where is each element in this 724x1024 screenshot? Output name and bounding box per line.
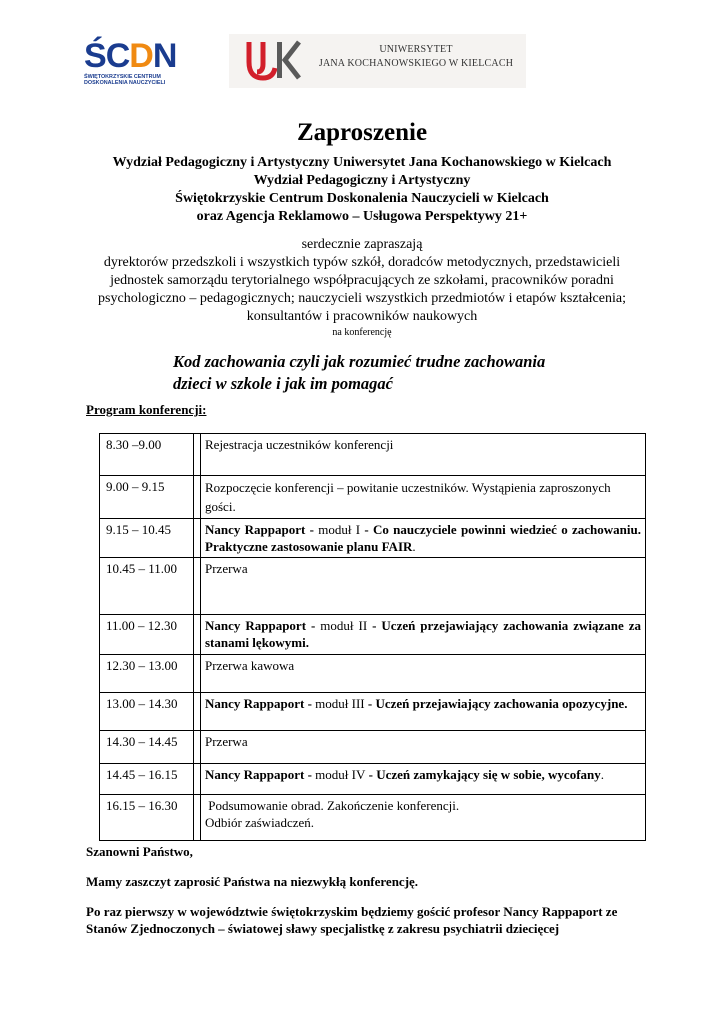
invitation-line: konsultantów i pracowników naukowych (246, 309, 478, 324)
spacer-cell (194, 795, 201, 841)
program-time: 9.15 – 10.45 (100, 519, 194, 558)
table-row (100, 693, 646, 731)
spacer-cell (194, 764, 201, 795)
closing-salutation: Szanowni Państwo, (86, 844, 193, 859)
organizer-line: Wydział Pedagogiczny i Artystyczny Uniwersytet Jana Kochanowskiego w Kielcach (112, 155, 612, 170)
table-row (100, 434, 646, 476)
program-description: Podsumowanie obrad. Zakończenie konferencji. Odbiór zaświadczeń. (201, 795, 646, 841)
organizer-line: Wydział Pedagogiczny i Artystyczny (253, 173, 471, 188)
program-description: Nancy Rappaport - moduł I - Co nauczyciele powinni wiedzieć o zachowaniu. Praktyczne zastosowanie planu FAIR. (201, 519, 646, 558)
program-label: Program konferencji: (86, 402, 207, 417)
spacer-cell (194, 615, 201, 655)
program-description: Nancy Rappaport - moduł III - Uczeń przejawiający zachowania opozycyjne. (201, 693, 646, 731)
closing-paragraph-1: Mamy zaszczyt zaprosić Państwa na niezwykłą konferencję. (86, 874, 419, 889)
program-time: 16.15 – 16.30 (100, 795, 194, 841)
spacer-cell (194, 434, 201, 476)
invitation-text (80, 236, 644, 340)
scdn-logo-subtitle-1: ŚWIĘTOKRZYSKIE CENTRUM (84, 74, 161, 80)
table-row (100, 615, 646, 655)
table-row (100, 476, 646, 519)
table-row (100, 764, 646, 795)
conference-title: Kod zachowania czyli jak rozumieć trudne zachowania dzieci w szkole i jak im pomagać (173, 352, 546, 393)
table-row (100, 519, 646, 558)
program-time: 10.45 – 11.00 (100, 558, 194, 615)
program-description: Rozpoczęcie konferencji – powitanie uczestników. Wystąpienia zaproszonych gości. (201, 476, 646, 519)
scdn-logo (84, 38, 196, 88)
organizer-line: Świętokrzyskie Centrum Doskonalenia Nauczycieli w Kielcach (175, 191, 549, 206)
scdn-logo-subtitle-2: DOSKONALENIA NAUCZYCIELI (84, 80, 166, 86)
program-time: 13.00 – 14.30 (100, 693, 194, 731)
spacer-cell (194, 655, 201, 693)
organizer-line: oraz Agencja Reklamowo – Usługowa Perspektywy 21+ (196, 209, 528, 224)
spacer-cell (194, 693, 201, 731)
table-row (100, 795, 646, 841)
ujk-logo (229, 34, 526, 88)
program-time: 11.00 – 12.30 (100, 615, 194, 655)
header-logos (0, 30, 724, 92)
invitation-line: jednostek samorządu terytorialnego współpracujących ze szkołami, pracowników poradni (110, 273, 614, 288)
invitation-line: dyrektorów przedszkoli i wszystkich typów szkół, doradców metodycznych, przedstawicieli (103, 255, 621, 270)
table-row (100, 558, 646, 615)
spacer-cell (194, 558, 201, 615)
program-description: Przerwa (201, 558, 646, 615)
document-title: Zaproszenie (296, 119, 428, 146)
ujk-emblem-icon (243, 38, 305, 84)
program-description: Nancy Rappaport - moduł IV - Uczeń zamykający się w sobie, wycofany. (201, 764, 646, 795)
spacer-cell (194, 731, 201, 764)
closing-paragraph-2: Po raz pierwszy w województwie świętokrzyskim będziemy gościć profesor Nancy Rappaport ze Stanów Zjednoczonych – światowej sławy specjalistkę z zakresu psychiatrii dziecięcej (86, 904, 618, 936)
program-description: Rejestracja uczestników konferencji (201, 434, 646, 476)
organizers (0, 154, 724, 226)
scdn-logo-letters: ŚCDN (84, 37, 177, 75)
program-time: 8.30 –9.00 (100, 434, 194, 476)
invitation-to-conference: na konferencję (332, 327, 392, 338)
program-table (99, 433, 646, 841)
table-row (100, 731, 646, 764)
invitation-line: psychologiczno – pedagogicznych; nauczycieli wszystkich przedmiotów i etapów kształcenia; (98, 291, 626, 306)
table-row (100, 655, 646, 693)
program-time: 9.00 – 9.15 (100, 476, 194, 519)
program-description: Nancy Rappaport - moduł II - Uczeń przejawiający zachowania związane za stanami lękowymi. (201, 615, 646, 655)
spacer-cell (194, 476, 201, 519)
program-description: Przerwa (201, 731, 646, 764)
invitation-greeting: serdecznie zapraszają (301, 237, 423, 252)
ujk-logo-text: UNIWERSYTET JANA KOCHANOWSKIEGO W KIELCACH (318, 44, 514, 69)
program-time: 12.30 – 13.00 (100, 655, 194, 693)
program-time: 14.45 – 16.15 (100, 764, 194, 795)
program-time: 14.30 – 14.45 (100, 731, 194, 764)
spacer-cell (194, 519, 201, 558)
program-description: Przerwa kawowa (201, 655, 646, 693)
